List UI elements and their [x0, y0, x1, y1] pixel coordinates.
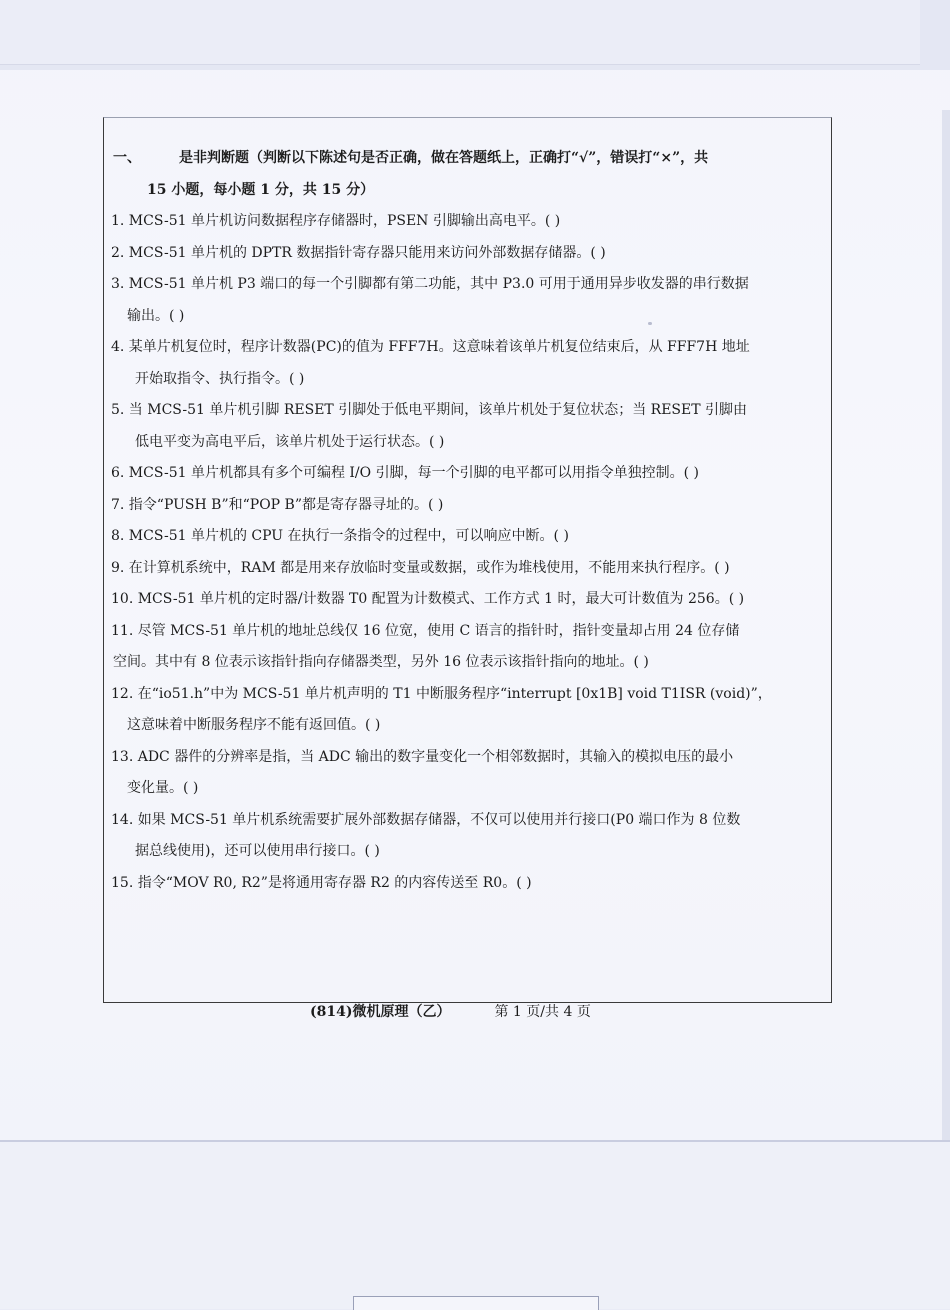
question-13-cont: 变化量。( ): [127, 780, 199, 796]
question-3-cont: 输出。( ): [127, 307, 185, 324]
section-heading: [113, 143, 833, 175]
question-5-cont: 低电平变为高电平后，该单片机处于运行状态。( ): [135, 433, 445, 450]
question-list: [113, 143, 833, 899]
question-4-cont: 开始取指令、执行指令。( ): [135, 370, 305, 387]
question-1: 1. MCS-51 单片机访问数据程序存储器时，PSEN 引脚输出高电平。( ): [111, 213, 561, 229]
question-12-cont: 这意味着中断服务程序不能有返回值。( ): [127, 717, 381, 733]
lower-fold-area: [0, 1142, 950, 1309]
question-15: 15. 指令“MOV R0, R2”是将通用寄存器 R2 的内容传送至 R0。( ): [111, 874, 532, 891]
question-5: 5. 当 MCS-51 单片机引脚 RESET 引脚处于低电平期间，该单片机处于复位状态；当 RESET 引脚由: [111, 402, 748, 418]
course-title: (814)微机原理（乙）: [310, 1004, 451, 1020]
question-3: 3. MCS-51 单片机 P3 端口的每一个引脚都有第二功能，其中 P3.0 可用于通用异步收发器的串行数据: [111, 276, 749, 292]
section-heading-cont: 15 小题，每小题 1 分，共 15 分）: [147, 181, 375, 198]
question-4: 4. 某单片机复位时，程序计数器(PC)的值为 FFF7H。这意味着该单片机复位结束后，从 FFF7H 地址: [111, 339, 750, 355]
section-number: 一、: [113, 150, 141, 166]
question-14-cont: 据总线使用)，还可以使用串行接口。( ): [135, 843, 380, 859]
question-11: 11. 尽管 MCS-51 单片机的地址总线仅 16 位宽，使用 C 语言的指针时，指针变量却占用 24 位存储: [111, 622, 740, 639]
question-12: 12. 在“io51.h”中为 MCS-51 单片机声明的 T1 中断服务程序“interrupt [0x1B] void T1ISR (void)”，: [111, 685, 772, 702]
question-7: 7. 指令“PUSH B”和“POP B”都是寄存器寻址的。( ): [111, 496, 444, 513]
right-scan-shadow: [942, 110, 950, 1150]
question-8: 8. MCS-51 单片机的 CPU 在执行一条指令的过程中，可以响应中断。( ): [111, 528, 569, 544]
question-6: 6. MCS-51 单片机都具有多个可编程 I/O 引脚，每一个引脚的电平都可以用指令单独控制。( ): [111, 465, 699, 481]
question-10: 10. MCS-51 单片机的定时器/计数器 T0 配置为计数模式、工作方式 1 时，最大可计数值为 256。( ): [111, 591, 745, 607]
fold-line: [0, 1140, 950, 1142]
top-sheet-edge: [0, 0, 920, 65]
question-11-cont: 空间。其中有 8 位表示该指针指向存储器类型，另外 16 位表示该指针指向的地址。( ): [113, 654, 649, 670]
page-footer: [310, 1001, 591, 1021]
section-heading-text: 是非判断题（判断以下陈述句是否正确，做在答题纸上，正确打“√”，错误打“×”，共: [179, 150, 709, 166]
question-9: 9. 在计算机系统中，RAM 都是用来存放临时变量或数据，或作为堆栈使用，不能用来执行程序。( ): [111, 559, 730, 576]
question-14: 14. 如果 MCS-51 单片机系统需要扩展外部数据存储器，不仅可以使用并行接口(P0 端口作为 8 位数: [111, 811, 741, 828]
question-2: 2. MCS-51 单片机的 DPTR 数据指针寄存器只能用来访问外部数据存储器。( ): [111, 244, 606, 261]
question-13: 13. ADC 器件的分辨率是指，当 ADC 输出的数字量变化一个相邻数据时，其输入的模拟电压的最小: [111, 748, 734, 765]
bottom-tab-outline: [353, 1296, 599, 1310]
page-number: 第 1 页/共 4 页: [494, 1004, 591, 1020]
